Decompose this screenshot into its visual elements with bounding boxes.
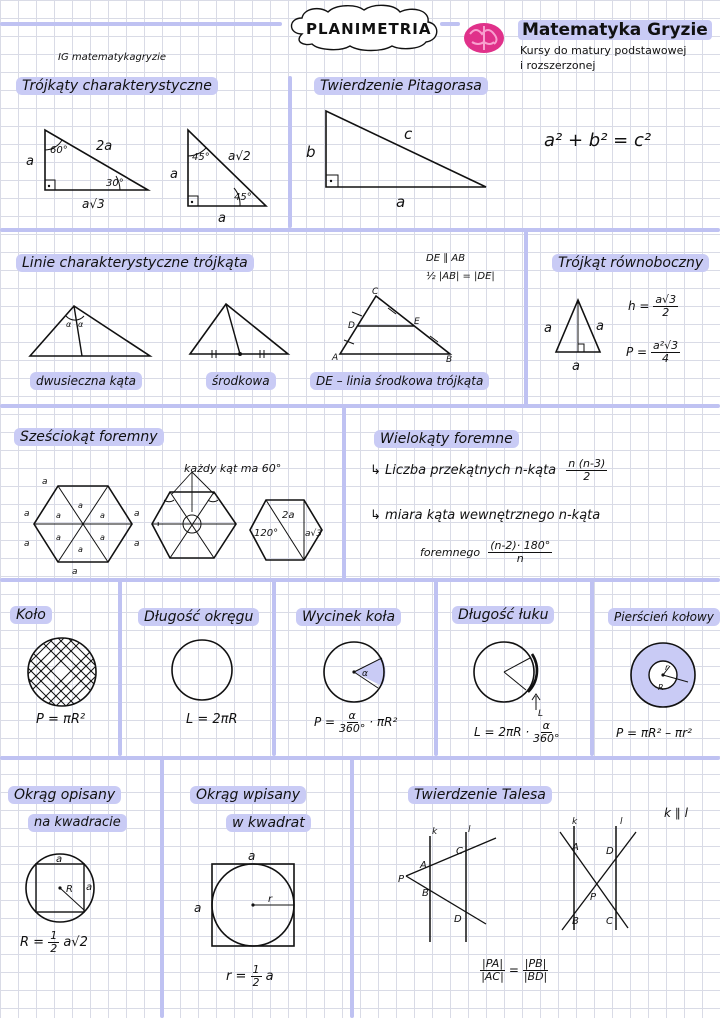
section-title-circumscribed-2: na kwadracie	[28, 814, 127, 832]
arc-formula	[474, 720, 560, 745]
polygons-line3: foremnego	[420, 546, 481, 559]
polygons-l1-den: 2	[583, 470, 591, 483]
pythagoras-triangle	[300, 105, 500, 215]
section-title-equilateral: Trójkąt równoboczny	[552, 254, 709, 272]
section-title-circumscribed-1: Okrąg opisany	[8, 786, 121, 804]
svg-text:a: a	[134, 539, 140, 549]
svg-text:a: a	[78, 545, 83, 554]
bisector-triangle	[26, 300, 156, 360]
circle-area-formula: P = πR²	[36, 712, 86, 727]
midline-point-a: A	[332, 353, 339, 363]
thales1-c: C	[456, 846, 463, 857]
thales2-c: C	[606, 916, 613, 927]
hexagon-note: każdy kąt ma 60°	[184, 462, 282, 475]
midline-triangle	[330, 287, 460, 365]
circ-lhs: R =	[20, 935, 45, 950]
circ-r-label: R	[66, 884, 73, 895]
row4-bottom-divider	[0, 756, 720, 760]
midline-point-b: B	[446, 355, 453, 365]
t1-hyp-label: 2a	[96, 139, 113, 154]
thales2-l: l	[620, 817, 623, 827]
section-title-thales: Twierdzenie Talesa	[408, 786, 552, 804]
row4-divider-1	[118, 578, 122, 756]
thales1-d: D	[454, 914, 462, 925]
triangle-30-60	[20, 120, 160, 210]
equi-h-den: 2	[662, 306, 670, 319]
instagram-handle: IG matematykagryzie	[58, 52, 167, 63]
row2-vertical-divider	[524, 228, 528, 406]
row4-divider-2	[272, 578, 276, 756]
equilateral-triangle	[540, 296, 620, 376]
circumscribed-figure	[24, 852, 100, 928]
svg-text:a: a	[24, 509, 30, 519]
row2-bottom-divider	[0, 404, 720, 408]
hexagon-triangles	[24, 477, 140, 577]
hex-short-diag: a√3	[305, 529, 322, 539]
thales-parallel-note: k ∥ l	[664, 806, 688, 820]
equi-height-formula	[628, 294, 678, 319]
triangle-45-45	[160, 120, 280, 230]
section-title-hexagon: Sześciokąt foremny	[14, 428, 164, 446]
thales-d1: |AC|	[481, 970, 504, 983]
section-title-arc: Długość łuku	[452, 606, 554, 624]
circ-a-top: a	[56, 854, 63, 865]
caption-bisector: dwusieczna kąta	[30, 372, 142, 390]
section-title-polygons: Wielokąty foremne	[374, 430, 519, 448]
sector-lhs: P =	[314, 715, 336, 729]
thales-n1: |PA|	[482, 957, 504, 970]
row5-divider-2	[350, 756, 354, 1018]
svg-text:α: α	[78, 320, 84, 329]
svg-text:a: a	[24, 539, 30, 549]
circumference-formula: L = 2πR	[186, 712, 238, 727]
polygons-l3-den: n	[516, 552, 524, 565]
thales1-b: B	[422, 888, 429, 899]
section-title-lines: Linie charakterystyczne trójkąta	[16, 254, 254, 272]
brand-name: Matematyka Gryzie	[518, 20, 712, 40]
equi-side-bottom: a	[572, 359, 580, 374]
ring-formula: P = πR² – πr²	[616, 726, 692, 740]
equi-side-right: a	[596, 319, 604, 334]
thales2-b: B	[572, 916, 579, 927]
circumference-circle	[170, 638, 234, 702]
insc-num: 1	[252, 963, 260, 976]
insc-r-label: r	[268, 894, 273, 905]
row3-vertical-divider	[342, 404, 346, 580]
section-title-circle: Koło	[10, 606, 52, 624]
sector-num: α	[348, 709, 356, 722]
circ-den: 2	[50, 942, 58, 955]
t2-base-label: a	[218, 211, 226, 226]
sector-rhs: · πR²	[369, 715, 398, 729]
t2-angle-top: 45°	[192, 152, 210, 163]
t2-hyp-label: a√2	[228, 149, 251, 163]
insc-a-left: a	[194, 901, 202, 915]
caption-midline: DE – linia środkowa trójkąta	[310, 372, 489, 390]
midline-point-c: C	[372, 287, 379, 297]
row3-bottom-divider	[0, 578, 720, 582]
lines-note-parallel: DE ∥ AB	[426, 253, 466, 264]
thales-d2: |BD|	[523, 970, 548, 983]
row4-divider-4	[590, 578, 594, 756]
ring-bigr-label: R	[658, 683, 664, 692]
equi-h-num: a√3	[655, 293, 677, 306]
lines-note-half: ½ |AB| = |DE|	[426, 271, 495, 282]
hexagon-angles	[150, 472, 240, 564]
t1-angle-60: 60°	[50, 145, 68, 156]
section-title-inscribed-2: w kwadrat	[226, 814, 311, 832]
equi-side-left: a	[544, 321, 552, 336]
thales-formula	[480, 958, 548, 983]
page-title: PLANIMETRIA	[306, 20, 432, 38]
svg-text:a: a	[56, 533, 61, 542]
thales-n2: |PB|	[524, 957, 547, 970]
arc-num: α	[542, 719, 550, 732]
insc-lhs: r =	[226, 969, 247, 984]
median-triangle	[186, 300, 296, 360]
thales-figure-1	[396, 824, 506, 946]
ring-circle	[628, 640, 698, 710]
equi-p-num: a²√3	[652, 339, 679, 352]
t1-base-label: a√3	[82, 197, 105, 211]
svg-text:α: α	[66, 320, 72, 329]
top-left-divider	[0, 22, 282, 26]
section-title-sector: Wycinek koła	[296, 608, 401, 626]
svg-text:a: a	[56, 511, 61, 520]
equi-h-lhs: h =	[628, 299, 650, 313]
polygons-angle	[420, 540, 552, 565]
row4-divider-3	[434, 578, 438, 756]
sector-angle-label: α	[362, 669, 368, 679]
thales1-k: k	[432, 827, 438, 837]
sector-circle	[322, 640, 386, 704]
caption-median: środkowa	[206, 372, 276, 390]
pyth-a-label: a	[396, 193, 406, 211]
hex-angle-120: 120°	[254, 528, 279, 539]
arc-circle	[472, 640, 548, 719]
t2-a-label: a	[170, 167, 178, 182]
section-title-circumference: Długość okręgu	[138, 608, 259, 626]
arc-lhs: L = 2πR ·	[474, 725, 530, 739]
pyth-c-label: c	[404, 125, 413, 143]
thales2-a: A	[572, 842, 579, 853]
thales-figure-2	[552, 818, 652, 936]
polygons-line2: ↳ miara kąta wewnętrznego n-kąta	[370, 508, 601, 523]
circ-rhs: a√2	[63, 935, 88, 950]
thales1-p: P	[398, 874, 405, 885]
section-title-char-triangles: Trójkąty charakterystyczne	[16, 77, 218, 95]
ring-r-label: r	[665, 663, 669, 672]
section-title-ring: Pierścień kołowy	[608, 608, 720, 626]
svg-text:a: a	[134, 509, 140, 519]
polygons-diagonals	[370, 458, 607, 483]
insc-den: 2	[252, 976, 260, 989]
equi-p-den: 4	[662, 352, 670, 365]
thales-eq: =	[508, 963, 519, 977]
section-title-pythagoras: Twierdzenie Pitagorasa	[314, 77, 488, 95]
circumscribed-formula	[20, 930, 88, 955]
arc-den: 360°	[533, 732, 560, 745]
sector-formula	[314, 710, 397, 735]
svg-text:a: a	[100, 533, 105, 542]
polygons-l1-num: n (n-3)	[568, 457, 606, 470]
t1-a-label: a	[26, 154, 34, 169]
sector-den: 360°	[338, 722, 366, 735]
insc-a-top: a	[248, 849, 256, 863]
inscribed-figure	[190, 848, 310, 958]
insc-rhs: a	[265, 969, 274, 984]
circ-num: 1	[50, 929, 58, 942]
inscribed-formula	[226, 964, 274, 989]
brand-tagline-1: Kursy do matury podstawowej	[520, 44, 687, 57]
circ-a-right: a	[86, 882, 93, 893]
thales2-k: k	[572, 817, 578, 827]
row1-vertical-divider	[288, 76, 292, 228]
thales2-d: D	[606, 846, 614, 857]
hex-long-diag: 2a	[282, 510, 295, 521]
arc-l-label: L	[538, 709, 544, 719]
polygons-line1: ↳ Liczba przekątnych n-kąta	[370, 463, 557, 478]
midline-point-d: D	[348, 321, 355, 331]
row1-bottom-divider	[0, 228, 720, 232]
svg-text:a: a	[78, 501, 83, 510]
section-title-inscribed-1: Okrąg wpisany	[190, 786, 306, 804]
polygons-l3-num: (n-2)· 180°	[490, 539, 551, 552]
pyth-b-label: b	[306, 143, 316, 161]
svg-text:a: a	[72, 567, 78, 577]
equi-area-formula	[626, 340, 680, 365]
hexagon-diagonals	[248, 496, 328, 566]
t2-angle-bottom: 45°	[234, 192, 252, 203]
thales1-a: A	[420, 860, 427, 871]
equi-p-lhs: P =	[626, 345, 648, 359]
midline-point-e: E	[414, 317, 420, 327]
t1-angle-30: 30°	[106, 178, 124, 189]
thales1-l: l	[468, 825, 471, 835]
row5-divider-1	[160, 756, 164, 1018]
thales2-p: P	[590, 892, 597, 903]
pythagoras-formula: a² + b² = c²	[544, 130, 652, 151]
brain-logo	[462, 20, 506, 56]
circle-hatched	[26, 636, 98, 708]
svg-text:a: a	[42, 477, 48, 487]
brand-tagline-2: i rozszerzonej	[520, 59, 596, 72]
svg-text:a: a	[100, 511, 105, 520]
